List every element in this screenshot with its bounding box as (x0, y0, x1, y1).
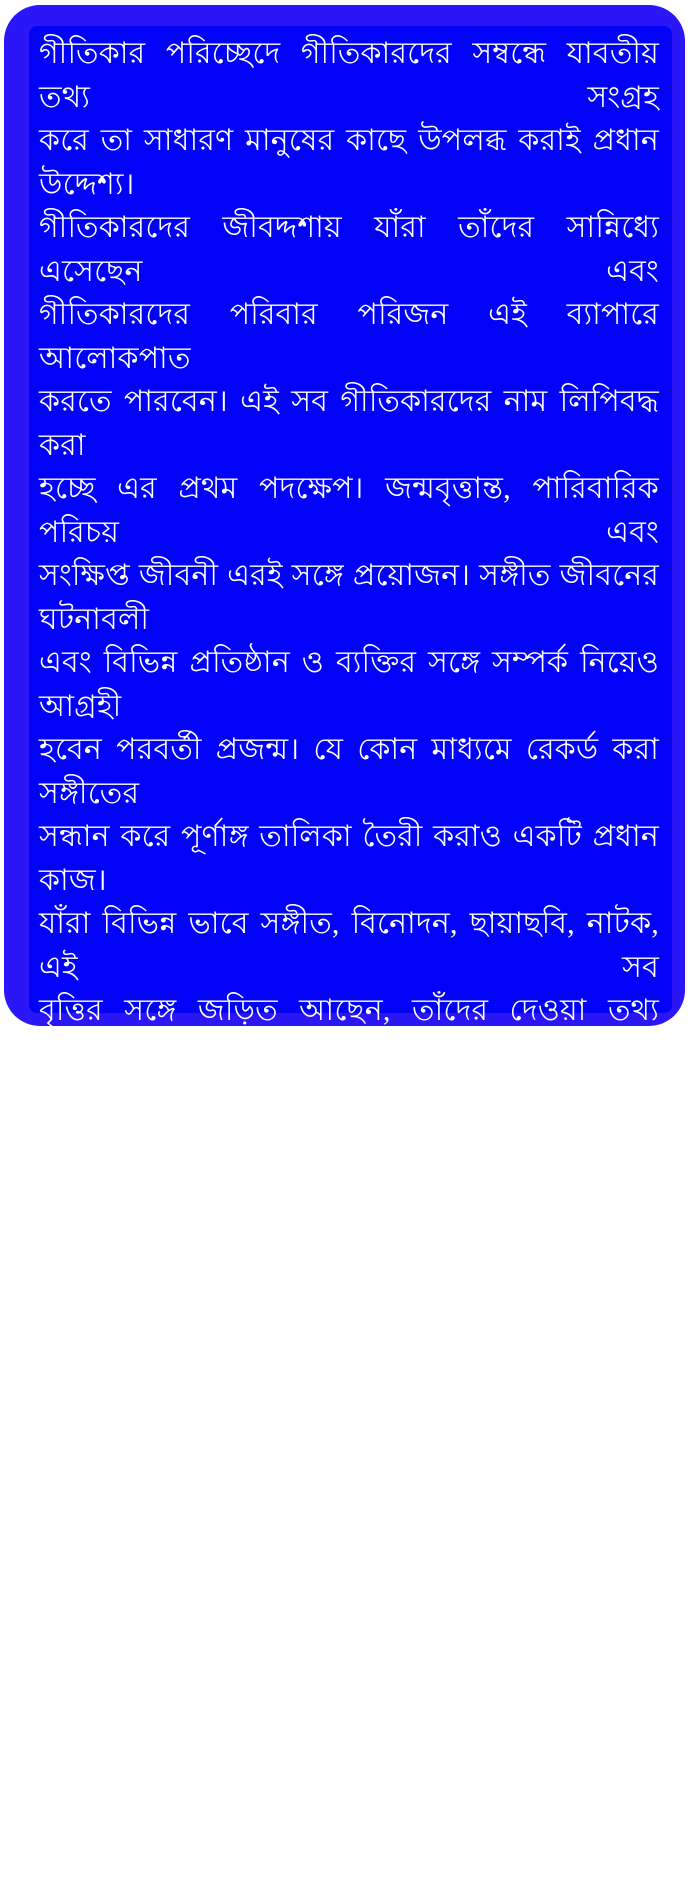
text-line: গীতিকারদের পরিবার পরিজন এই ব্যাপারে আলোকপাত (39, 293, 659, 380)
text-line: উপলব্ধ করা হবে। তখন আরও একটি বা দুটি অনুচ্ছেদ এবং (39, 1751, 659, 1838)
paragraph-1 (39, 32, 659, 1468)
paragraph-2 (39, 1490, 659, 1881)
text-line: গীতিকার পরিচ্ছেদে গীতিকারদের সম্বন্ধে যাবতীয় তথ্য সংগ্রহ (39, 32, 659, 119)
text-line: করলে উদ্দেশ্য সাধনে সফলতা আসবেই। কাজ শুরু হল। (39, 1250, 659, 1337)
text-line: যাঁরা বিভিন্ন ভাবে সঙ্গীত, বিনোদন, ছায়াছবি, নাটক, এই সব (39, 902, 659, 989)
text-line: তার লিঙ্ক এই পরিচ্ছেদেই রক্ষিত হবে। (39, 1838, 659, 1881)
outer-panel (4, 5, 685, 1026)
text-line: যুগ ধরে আচ্ছন্ন হয়ে আছেন তাঁরা স্বতঃপ্রণোদিত হয়ে সাহায্য (39, 1163, 659, 1250)
text-line: এবং বিভিন্ন প্রতিষ্ঠান ও ব্যক্তির সঙ্গে সম্পর্ক নিয়েও আগ্রহী (39, 641, 659, 728)
text-line: সন্ধান করে পূর্ণাঙ্গ তালিকা তৈরী করাও একটি প্রধান কাজ। (39, 815, 659, 902)
text-line: মূল্যবান হতে পারে। লক্ষ লক্ষ মানুষ যাঁরা সুরের মায়ায় যুগ (39, 1076, 659, 1163)
text-line: করে তা সাধারণ মানুষের কাছে উপলব্ধ করাই প্রধান উদ্দেশ্য। (39, 119, 659, 206)
text-line: গীতিকারদের বর্তমান তালিকা বাঁদিকের মার্জিনে দেওয়া আছে। (39, 1490, 659, 1577)
text-line: করতে পারবেন। এই সব গীতিকারদের নাম লিপিবদ্ধ করা (39, 380, 659, 467)
text-line: হচ্ছে এর প্রথম পদক্ষেপ। জন্মবৃত্তান্ত, পারিবারিক পরিচয় এবং (39, 467, 659, 554)
text-line: সংক্ষিপ্ত জীবনী এরই সঙ্গে প্রয়োজন। সঙ্গীত জীবনের ঘটনাবলী (39, 554, 659, 641)
text-panel (29, 26, 672, 1013)
text-line: চলবে এবং চলতে থাকবে। এরই মধ্য দিয়ে বেঁচে থাকবে (39, 1337, 659, 1424)
text-line: গীতিকারদের জীবদ্দশায় যাঁরা তাঁদের সান্নিধ্যে এসেছেন এবং (39, 206, 659, 293)
text-line: এই তালিকা ক্রমশ পরিবর্ধিত হবে আপনাদের যোগদানে। (39, 1577, 659, 1664)
text-line: গীতিকারদের সম্বন্ধে সংগৃহীত তথ্য এই পরিচ্ছেদে যথাসময়ে (39, 1664, 659, 1751)
text-line: হবেন পরবর্তী প্রজন্ম। যে কোন মাধ্যমে রেকর্ড করা সঙ্গীতের (39, 728, 659, 815)
text-line: বাঙালীর গান। (39, 1424, 659, 1468)
text-line: বৃত্তির সঙ্গে জড়িত আছেন, তাঁদের দেওয়া তথ্য সবচেয়ে (39, 989, 659, 1076)
